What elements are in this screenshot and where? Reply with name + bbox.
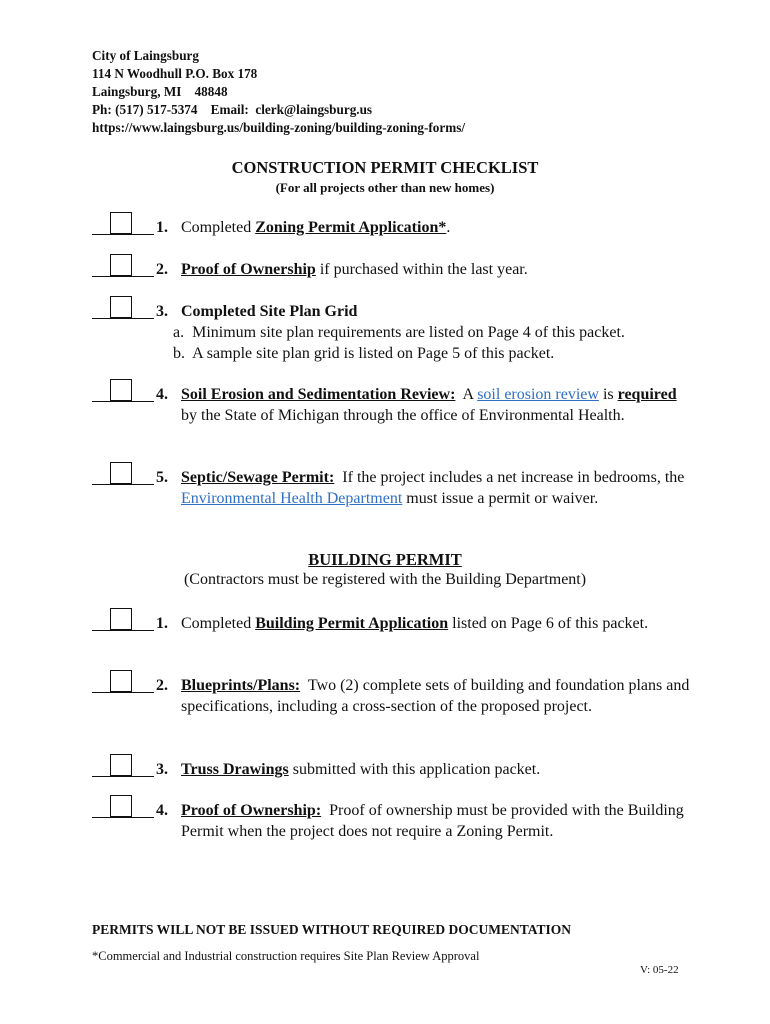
address-line-1: 114 N Woodhull P.O. Box 178 [92,66,258,81]
checkbox[interactable] [92,217,154,237]
address-line-2: Laingsburg, MI 48848 [92,84,228,99]
version-label: V: 05-22 [640,964,679,976]
building-permit-title: BUILDING PERMIT [308,550,462,569]
checklist-subtitle: (For all projects other than new homes) [275,180,495,195]
commercial-note: *Commercial and Industrial construction requires Site Plan Review Approval [92,949,480,963]
checkbox[interactable] [92,759,154,779]
checkbox[interactable] [92,384,154,404]
checklist-title: CONSTRUCTION PERMIT CHECKLIST [231,158,539,177]
zoning-permit-application: Zoning Permit Application* [255,219,447,236]
checkbox[interactable] [92,613,154,633]
checkbox[interactable] [92,467,154,487]
soil-erosion-review-link[interactable]: soil erosion review [477,386,599,403]
checkbox[interactable] [92,675,154,695]
building-permit-subtitle: (Contractors must be registered with the Building Department) [183,571,587,588]
contact-line: Ph: (517) 517-5374 Email: clerk@laingsburg.us [92,102,373,117]
letterhead [92,47,465,137]
environmental-health-link[interactable]: Environmental Health Department [181,490,403,507]
checkbox[interactable] [92,259,154,279]
checkbox[interactable] [92,800,154,820]
website-url: https://www.laingsburg.us/building-zoning/building-zoning-forms/ [92,120,466,135]
documentation-notice: PERMITS WILL NOT BE ISSUED WITHOUT REQUIRED DOCUMENTATION [92,922,571,937]
checkbox[interactable] [92,301,154,321]
org-name: City of Laingsburg [92,48,199,63]
